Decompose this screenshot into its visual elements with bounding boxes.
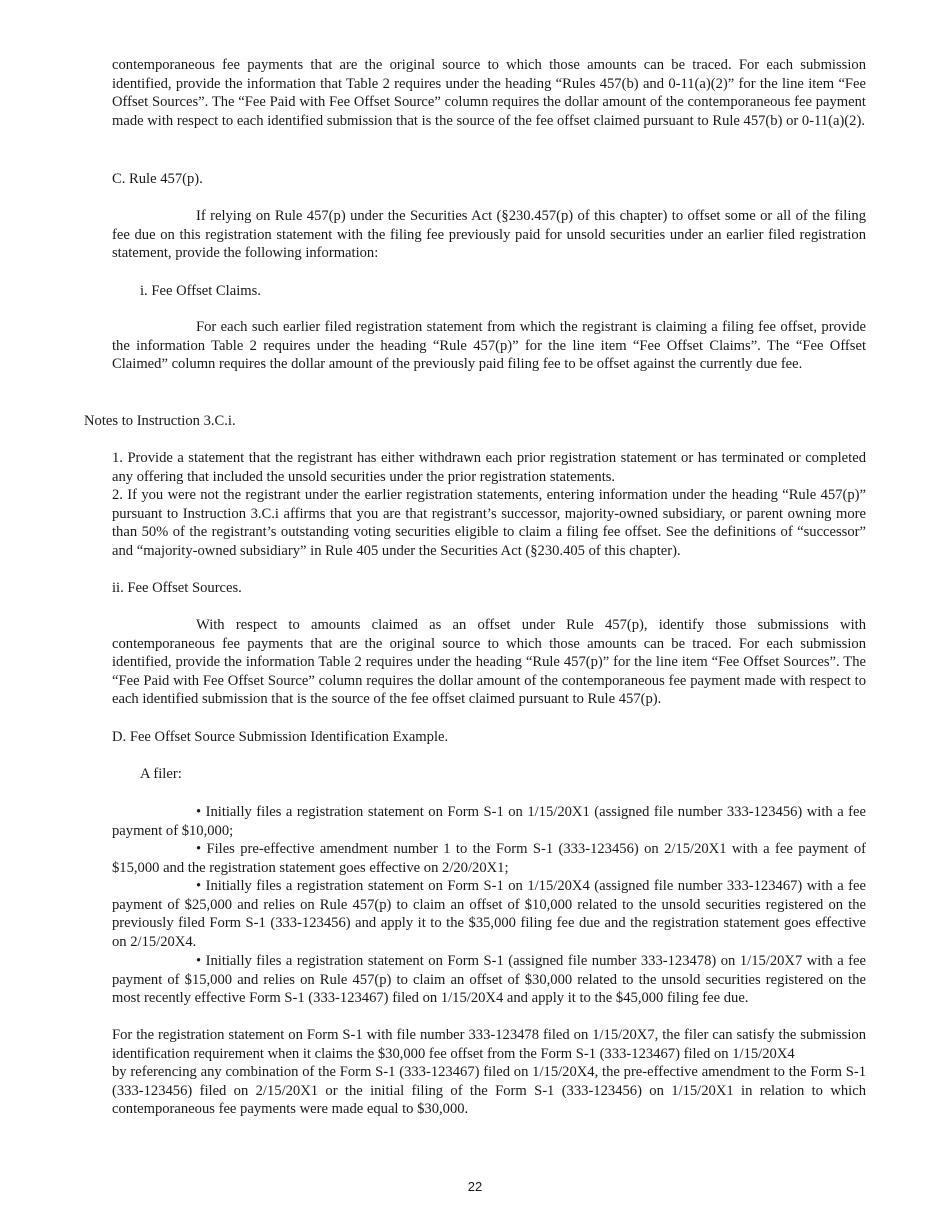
- note-2: 2. If you were not the registrant under the earlier registration statements, entering information under the heading “Rule 457(p)” pursuant to Instruction 3.C.i affirms that you are that registrant’s successor, majority-owned subsidiary, or parent owning more than 50% of the registrant’s outstanding voting securities eligible to claim a filing fee offset. See the definitions of “successor” and “majority-owned subsidiary” in Rule 405 under the Securities Act (§230.405 of this chapter).: [112, 487, 866, 559]
- conclusion-rest: by referencing any combination of the Form S-1 (333-123467) filed on 1/15/20X4, the pre-effective amendment to the Form S-1 (333-123456) filed on 2/15/20X1 or the initial filing of the Form S-1 (333-123456) on 1/15/20X1 in relation to which contemporaneous fee payments were made equal to $30,000.: [112, 1064, 866, 1118]
- note-1: 1. Provide a statement that the registrant has either withdrawn each prior registration statement or has terminated or completed any offering that included the unsold securities under the prior registration statements.: [112, 450, 866, 485]
- section-c-heading: C. Rule 457(p).: [112, 171, 203, 187]
- section-cii-heading: ii. Fee Offset Sources.: [112, 580, 242, 596]
- example-bullet-1: • Initially files a registration statement on Form S-1 on 1/15/20X1 (assigned file number 333-123456) with a fee payment of $10,000;: [112, 804, 866, 839]
- section-c-paragraph: If relying on Rule 457(p) under the Securities Act (§230.457(p) of this chapter) to offset some or all of the filing fee due on this registration statement with the filing fee previously paid for unsold securities under an earlier filed registration statement, provide the following information:: [112, 208, 866, 262]
- example-bullet-2: • Files pre-effective amendment number 1 to the Form S-1 (333-123456) on 2/15/20X1 with a fee payment of $15,000 and the registration statement goes effective on 2/20/20X1;: [112, 841, 866, 876]
- section-d-heading: D. Fee Offset Source Submission Identification Example.: [112, 729, 449, 745]
- example-bullet-4: • Initially files a registration statement on Form S-1 (assigned file number 333-123478) on 1/15/20X7 with a fee payment of $15,000 and relies on Rule 457(p) to claim an offset of $30,000 related to the unsold securities registered on the most recently effective Form S-1 (333-123467) filed on 1/15/20X4 and apply it to the $45,000 filing fee due.: [112, 953, 866, 1007]
- page-number: 22: [467, 1179, 483, 1194]
- notes-heading: Notes to Instruction 3.C.i.: [84, 413, 236, 429]
- intro-paragraph: contemporaneous fee payments that are the original source to which those amounts can be traced. For each submission identified, provide the information that Table 2 requires under the heading “Rules 457(b) and 0-11(a)(2)” for the line item “Fee Offset Sources”. The “Fee Paid with Fee Offset Source” column requires the dollar amount of the contemporaneous fee payment made with respect to each identified submission that is the source of the fee offset claimed pursuant to Rule 457(b) or 0-11(a)(2).: [112, 57, 866, 129]
- section-cii-paragraph: With respect to amounts claimed as an offset under Rule 457(p), identify those submissions with contemporaneous fee payments that are the original source to which those amounts can be traced. For each submission identified, provide the information Table 2 requires under the heading “Rule 457(p)” for the line item “Fee Offset Sources”. The “Fee Paid with Fee Offset Source” column requires the dollar amount of the contemporaneous fee payment made with respect to each identified submission that is the source of the fee offset claimed pursuant to Rule 457(p).: [112, 617, 866, 708]
- conclusion-line-1: For the registration statement on Form S-1 with file number 333-123478 filed on 1/15/20X7, the filer can satisfy the submission: [112, 1027, 866, 1043]
- conclusion-line-2: identification requirement when it claims the $30,000 fee offset from the Form S-1 (333-123467) filed on 1/15/20X4: [112, 1045, 795, 1062]
- section-ci-paragraph: For each such earlier filed registration statement from which the registrant is claiming a filing fee offset, provide the information Table 2 requires under the heading “Rule 457(p)” for the line item “Fee Offset Claims”. The “Fee Offset Claimed” column requires the dollar amount of the previously paid filing fee to be offset against the currently due fee.: [112, 319, 866, 373]
- conclusion-paragraph: [112, 1026, 866, 1119]
- a-filer-label: A filer:: [140, 766, 182, 782]
- example-bullet-3: • Initially files a registration statement on Form S-1 on 1/15/20X4 (assigned file number 333-123467) with a fee payment of $25,000 and relies on Rule 457(p) to claim an offset of $10,000 related to the unsold securities registered on the previously filed Form S-1 (333-123456) and apply it to the $35,000 filing fee due and the registration statement goes effective on 2/15/20X4.: [112, 878, 866, 950]
- section-ci-heading: i. Fee Offset Claims.: [140, 283, 261, 299]
